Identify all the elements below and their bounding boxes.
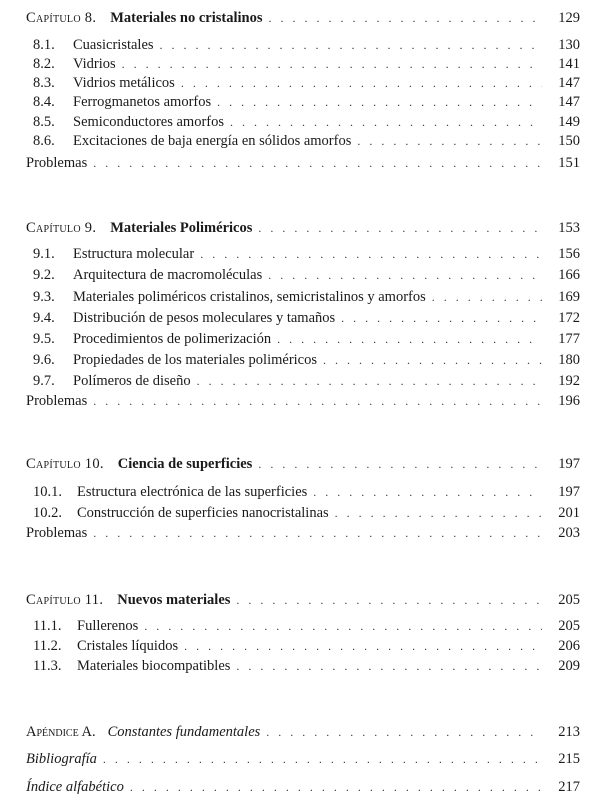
section-title: Semiconductores amorfos — [73, 114, 225, 130]
dot-leader — [323, 353, 542, 368]
section-number: 9.1. — [33, 246, 55, 262]
section-number: 8.1. — [33, 37, 55, 53]
dot-leader — [341, 311, 542, 326]
dot-leader — [432, 290, 542, 305]
section-number: 10.1. — [33, 484, 62, 500]
problems-label: Problemas — [26, 525, 88, 541]
section-number: 8.6. — [33, 133, 55, 149]
section-number: 8.5. — [33, 114, 55, 130]
page-number: 197 — [558, 456, 580, 472]
page-number: 192 — [558, 373, 580, 389]
dot-leader — [93, 526, 542, 541]
dot-leader — [103, 752, 542, 767]
section-title: Materiales biocompatibles — [77, 658, 231, 674]
page-number: 150 — [558, 133, 580, 149]
appendix-title: Constantes fundamentales — [107, 724, 261, 740]
section-title: Materiales poliméricos cristalinos, semicristalinos y amorfos — [73, 289, 426, 305]
page-number: 141 — [558, 56, 580, 72]
problems-label: Problemas — [26, 393, 88, 409]
toc-entry-8-1[interactable] — [33, 37, 580, 57]
toc-entry-problems-10[interactable] — [26, 525, 580, 545]
toc-entry-8-5[interactable] — [33, 114, 580, 134]
section-number: 11.2. — [33, 638, 62, 654]
appendix-label: Apéndice A. — [26, 724, 96, 740]
section-title: Cristales líquidos — [77, 638, 179, 654]
page-number: 147 — [558, 75, 580, 91]
toc-entry-11-3[interactable] — [33, 658, 580, 678]
problems-label: Problemas — [26, 155, 88, 171]
section-number: 9.7. — [33, 373, 55, 389]
dot-leader — [197, 374, 542, 389]
dot-leader — [335, 506, 542, 521]
dot-leader — [144, 619, 542, 634]
page-number: 205 — [558, 592, 580, 608]
chapter-label: Capítulo 9. — [26, 220, 97, 236]
page-number: 205 — [558, 618, 580, 634]
page-number: 197 — [558, 484, 580, 500]
toc-entry-9-4[interactable] — [33, 310, 580, 330]
dot-leader — [277, 332, 542, 347]
dot-leader — [93, 394, 542, 409]
page-number: 201 — [558, 505, 580, 521]
dot-leader — [200, 247, 542, 262]
section-title: Propiedades de los materiales poliméricos — [73, 352, 318, 368]
section-title: Cuasicristales — [73, 37, 154, 53]
page-number: 169 — [558, 289, 580, 305]
section-number: 8.2. — [33, 56, 55, 72]
dot-leader — [217, 95, 542, 110]
dot-leader — [230, 115, 542, 130]
section-number: 9.2. — [33, 267, 55, 283]
section-title: Polímeros de diseño — [73, 373, 191, 389]
chapter-label: Capítulo 11. — [26, 592, 104, 608]
dot-leader — [181, 76, 542, 91]
bibliography-title: Bibliografía — [26, 751, 97, 767]
toc-entry-8-6[interactable] — [33, 133, 580, 153]
toc-entry-8-3[interactable] — [33, 75, 580, 95]
chapter-9-heading[interactable] — [26, 220, 580, 240]
chapter-label: Capítulo 10. — [26, 456, 104, 472]
page-number: 203 — [558, 525, 580, 541]
dot-leader — [268, 268, 542, 283]
page-number: 149 — [558, 114, 580, 130]
section-number: 9.3. — [33, 289, 55, 305]
toc-entry-10-1[interactable] — [33, 484, 580, 504]
page-number: 153 — [558, 220, 580, 236]
dot-leader — [258, 221, 542, 236]
page-number: 147 — [558, 94, 580, 110]
page-number: 209 — [558, 658, 580, 674]
dot-leader — [160, 38, 542, 53]
dot-leader — [236, 659, 542, 674]
dot-leader — [122, 57, 542, 72]
chapter-title: Ciencia de superficies — [117, 456, 253, 472]
section-number: 8.3. — [33, 75, 55, 91]
dot-leader — [268, 11, 542, 26]
section-number: 11.3. — [33, 658, 62, 674]
section-title: Vidrios — [73, 56, 116, 72]
toc-entry-8-4[interactable] — [33, 94, 580, 114]
toc-entry-problems-9[interactable] — [26, 393, 580, 413]
toc-entry-9-5[interactable] — [33, 331, 580, 351]
section-title: Construcción de superficies nanocristalinas — [77, 505, 329, 521]
section-title: Distribución de pesos moleculares y tamaños — [73, 310, 336, 326]
page-number: 151 — [558, 155, 580, 171]
section-title: Estructura electrónica de las superficies — [77, 484, 308, 500]
dot-leader — [266, 725, 542, 740]
section-title: Procedimientos de polimerización — [73, 331, 272, 347]
chapter-title: Materiales no cristalinos — [110, 10, 263, 26]
section-title: Ferrogmanetos amorfos — [73, 94, 212, 110]
toc-entry-9-6[interactable] — [33, 352, 580, 372]
toc-entry-problems-8[interactable] — [26, 155, 580, 175]
page-number: 129 — [558, 10, 580, 26]
toc-entry-9-1[interactable] — [33, 246, 580, 266]
page-number: 177 — [558, 331, 580, 347]
section-number: 8.4. — [33, 94, 55, 110]
chapter-title: Materiales Poliméricos — [110, 220, 253, 236]
toc-entry-8-2[interactable] — [33, 56, 580, 76]
dot-leader — [258, 457, 542, 472]
toc-entry-10-2[interactable] — [33, 505, 580, 525]
chapter-label: Capítulo 8. — [26, 10, 97, 26]
section-number: 9.4. — [33, 310, 55, 326]
dot-leader — [357, 134, 542, 149]
page-number: 217 — [558, 779, 580, 795]
chapter-title: Nuevos materiales — [117, 592, 231, 608]
dot-leader — [184, 639, 542, 654]
toc-entry-11-1[interactable] — [33, 618, 580, 638]
page-number: 172 — [558, 310, 580, 326]
section-title: Arquitectura de macromoléculas — [73, 267, 263, 283]
page-number: 156 — [558, 246, 580, 262]
toc-entry-11-2[interactable] — [33, 638, 580, 658]
page-number: 206 — [558, 638, 580, 654]
section-title: Estructura molecular — [73, 246, 195, 262]
dot-leader — [93, 156, 542, 171]
toc-entry-9-7[interactable] — [33, 373, 580, 393]
toc-entry-9-3[interactable] — [33, 289, 580, 309]
page-number: 166 — [558, 267, 580, 283]
toc-entry-index[interactable] — [26, 779, 580, 799]
index-title: Índice alfabético — [26, 779, 124, 795]
section-number: 10.2. — [33, 505, 62, 521]
dot-leader — [313, 485, 542, 500]
section-number: 9.5. — [33, 331, 55, 347]
toc-entry-9-2[interactable] — [33, 267, 580, 287]
dot-leader — [130, 780, 542, 795]
section-number: 11.1. — [33, 618, 62, 634]
section-title: Vidrios metálicos — [73, 75, 175, 91]
chapter-11-heading[interactable] — [26, 592, 580, 612]
page-number: 196 — [558, 393, 580, 409]
chapter-10-heading[interactable] — [26, 456, 580, 476]
toc-entry-bibliography[interactable] — [26, 751, 580, 771]
section-title: Fullerenos — [77, 618, 139, 634]
chapter-8-heading[interactable] — [26, 10, 580, 30]
section-title: Excitaciones de baja energía en sólidos amorfos — [73, 133, 352, 149]
section-number: 9.6. — [33, 352, 55, 368]
page-number: 130 — [558, 37, 580, 53]
page-number: 215 — [558, 751, 580, 767]
page-number: 213 — [558, 724, 580, 740]
page-number: 180 — [558, 352, 580, 368]
dot-leader — [236, 593, 542, 608]
toc-entry-appendix-a[interactable] — [26, 724, 580, 744]
